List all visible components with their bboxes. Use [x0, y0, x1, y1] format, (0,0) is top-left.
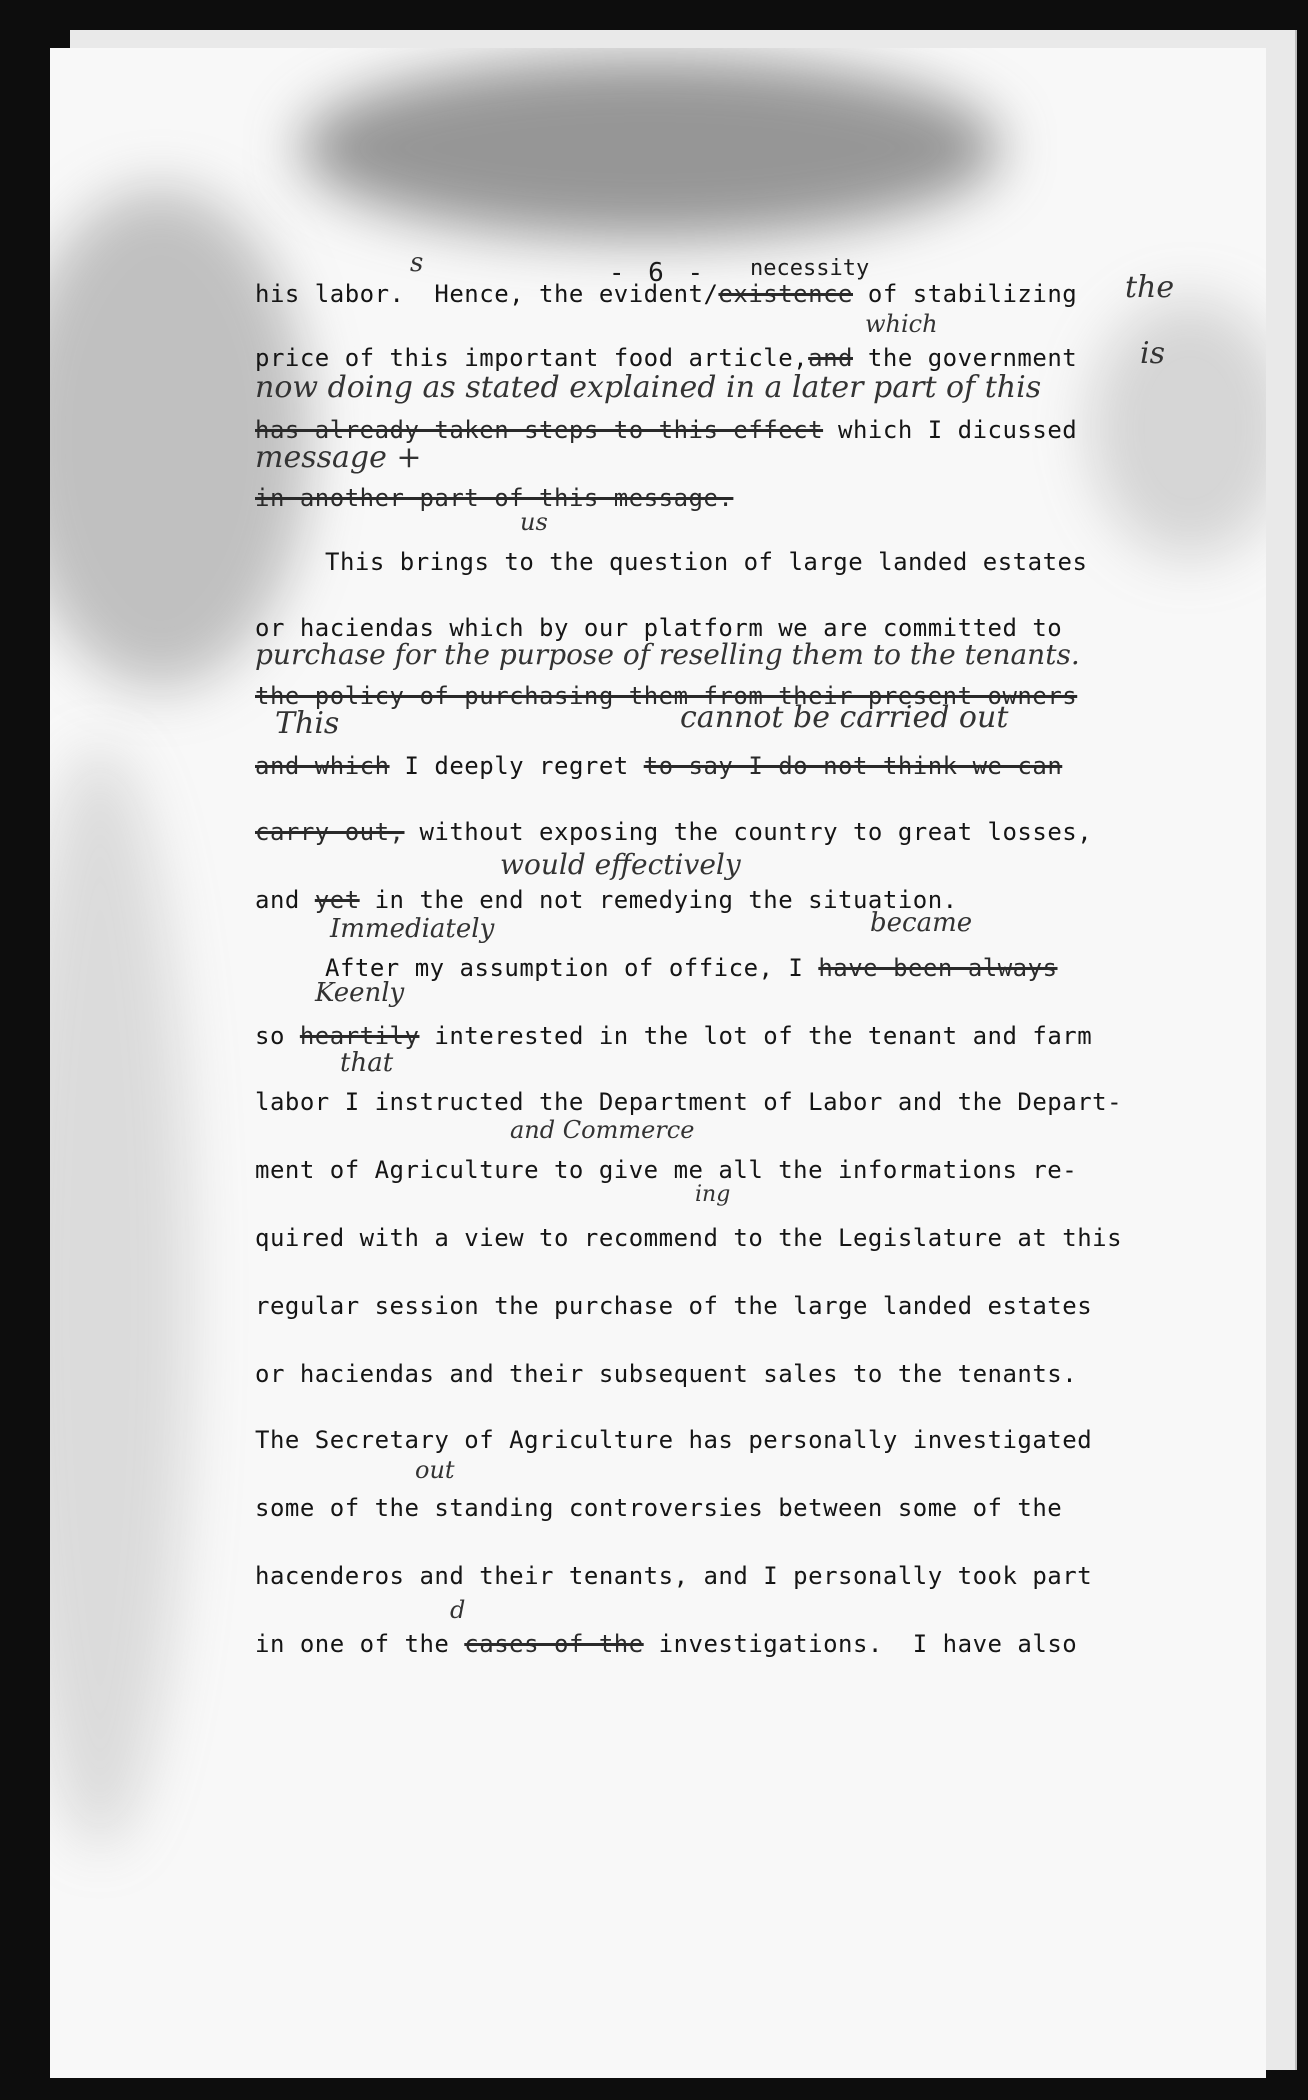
- handwritten-immediately: Immediately: [330, 914, 495, 944]
- line-8-struck-2: to say I do not think we can: [643, 752, 1063, 780]
- text-line-9: [255, 818, 1092, 846]
- line-7-struck: the policy: [255, 682, 405, 710]
- handwritten-which: which: [865, 310, 938, 338]
- text-line-18: The Secretary of Agriculture has personally investigated: [255, 1426, 1093, 1454]
- handwritten-d: d: [450, 1596, 466, 1624]
- line-1-struck: existence: [718, 280, 853, 308]
- text-line-16: regular session the purchase of the large landed estates: [255, 1292, 1093, 1320]
- text-line-21: [255, 1630, 1077, 1658]
- line-1-text: his labor. Hence, the evident/: [255, 280, 719, 308]
- handwritten-purchase: purchase for the purpose of reselling them to the tenants.: [255, 638, 1080, 671]
- handwritten-us: us: [520, 508, 548, 536]
- handwritten-the: the: [1125, 270, 1175, 305]
- smudge-right: [1090, 298, 1266, 558]
- line-21-end: investigations. I have also: [643, 1630, 1078, 1658]
- text-line-1: [255, 280, 1077, 308]
- line-7-mid: of purchasing them from their present owners: [404, 682, 1078, 710]
- text-line-11: [325, 954, 1058, 982]
- text-line-20: hacenderos and their tenants, and I personally took part: [255, 1562, 1093, 1590]
- handwritten-this: This: [275, 706, 340, 741]
- handwritten-out: out: [415, 1456, 455, 1484]
- line-4-struck: in another: [255, 484, 405, 512]
- handwritten-would: would effectively: [500, 848, 741, 881]
- line-8-struck: and which: [255, 752, 390, 780]
- handwritten-and-commerce: and Commerce: [510, 1116, 695, 1144]
- line-2-struck: and: [808, 344, 853, 372]
- line-10-struck: yet: [314, 886, 360, 914]
- handwritten-cannot: cannot be carried out: [680, 700, 1009, 735]
- line-21-struck: cases of the: [464, 1630, 644, 1658]
- handwritten-became: became: [870, 908, 973, 938]
- smudge-left-low: [50, 748, 190, 1848]
- text-line-6: or haciendas which by our platform we are committed to: [255, 614, 1063, 642]
- handwritten-message: message +: [255, 440, 422, 475]
- insert-necessity: necessity: [750, 256, 870, 281]
- text-line-5: [325, 548, 1087, 576]
- handwritten-ing: ing: [695, 1182, 731, 1207]
- line-8-mid: I deeply regret: [389, 752, 644, 780]
- line-11-text: After my assumption of office, I: [325, 954, 819, 982]
- text-line-12: [255, 1022, 1092, 1050]
- line-21-text: in one of the: [255, 1630, 465, 1658]
- line-12-text: so: [255, 1022, 300, 1050]
- line-12-end: interested in the lot of the tenant and farm: [419, 1022, 1093, 1050]
- document-page: [50, 48, 1266, 2078]
- line-9-end: without exposing the country to great losses,: [404, 818, 1093, 846]
- text-line-8: [255, 752, 1062, 780]
- line-11-struck: have been always: [818, 954, 1058, 982]
- line-3-end: which I dicussed: [823, 416, 1078, 444]
- text-line-13: labor I instructed the Department of Labor and the Depart-: [255, 1088, 1123, 1116]
- handwritten-is: is: [1140, 336, 1165, 371]
- line-5-end: to the question of large landed estates: [489, 548, 1088, 576]
- line-1-end: of stabilizing: [852, 280, 1078, 308]
- line-4-mid: part of this message.: [404, 484, 734, 512]
- line-10-end: in the end not remedying the situation.: [359, 886, 958, 914]
- line-2-text: price of this important food article,: [255, 344, 809, 372]
- handwritten-s: s: [410, 248, 424, 278]
- line-9-struck: carry out,: [255, 818, 405, 846]
- handwritten-line-3: now doing as stated explained in a later part of this: [255, 370, 1042, 405]
- handwritten-keenly: Keenly: [315, 978, 405, 1008]
- text-line-19: some of the standing controversies between some of the: [255, 1494, 1063, 1522]
- line-5-text: This brings: [325, 548, 490, 576]
- smudge-top: [300, 58, 1000, 238]
- handwritten-that: that: [340, 1048, 394, 1078]
- line-10-text: and: [255, 886, 315, 914]
- line-12-struck: heartily: [299, 1022, 420, 1050]
- text-line-15: quired with a view to recommend to the Legislature at this: [255, 1224, 1123, 1252]
- text-line-14: ment of Agriculture to give me all the informations re-: [255, 1156, 1078, 1184]
- text-line-17: or haciendas and their subsequent sales to the tenants.: [255, 1360, 1078, 1388]
- page-number: - 6 -: [608, 258, 708, 288]
- line-2-end: the government: [852, 344, 1078, 372]
- line-3-struck: has already taken steps to this effect: [255, 416, 824, 444]
- text-line-4: [255, 484, 733, 512]
- text-line-2: [255, 344, 1077, 372]
- text-line-10: [255, 886, 958, 914]
